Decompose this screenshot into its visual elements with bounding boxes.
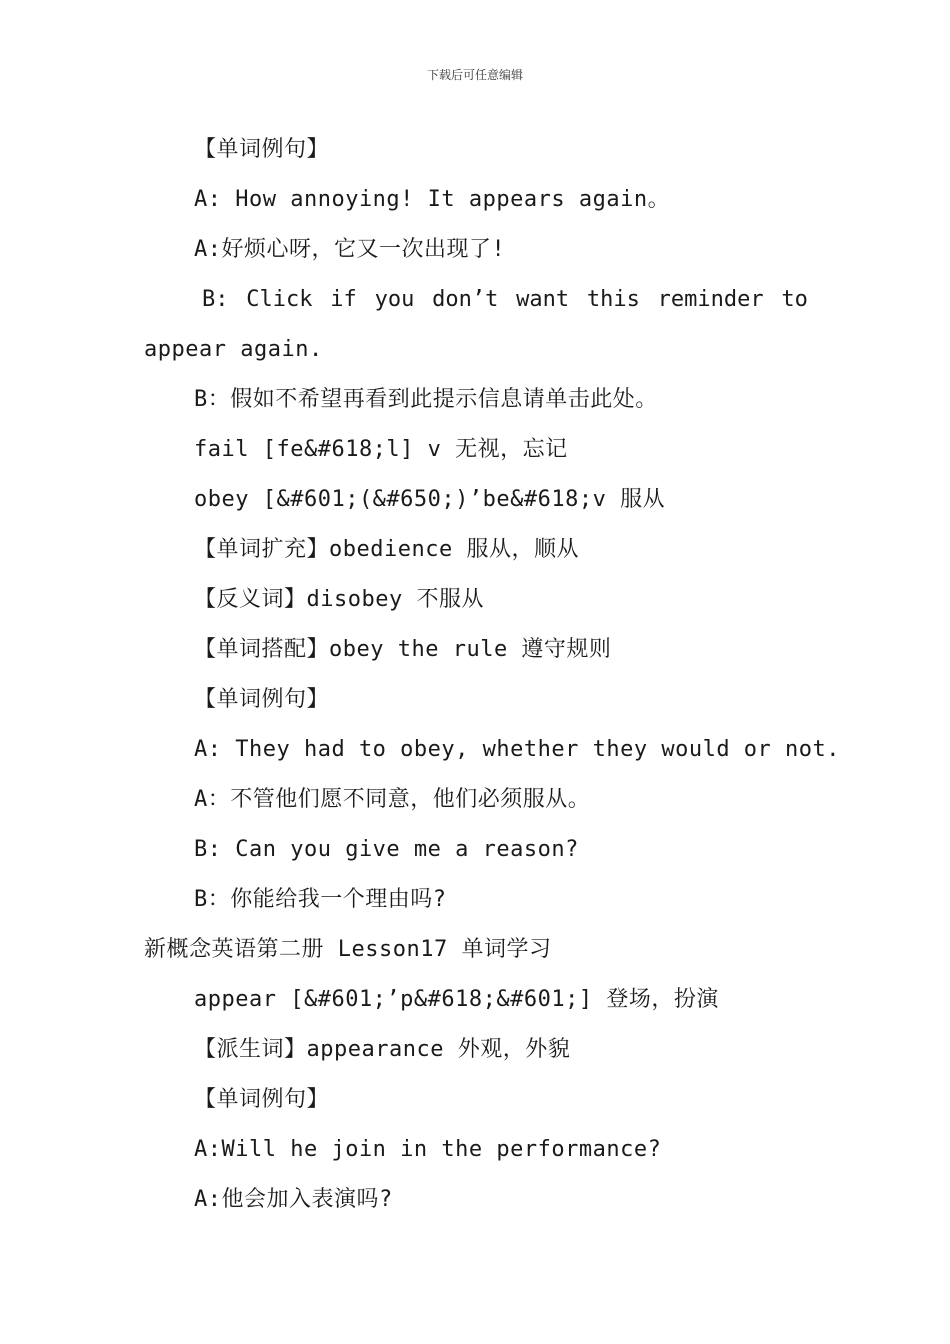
example-sentence-en-continued: appear again. xyxy=(144,337,323,362)
example-sentence-en: A: How annoying! It appears again。 xyxy=(194,187,671,212)
example-sentence-zh: A:他会加入表演吗? xyxy=(194,1187,393,1212)
word: Click xyxy=(246,287,313,312)
vocab-collocation: 【单词搭配】obey the rule 遵守规则 xyxy=(194,637,612,662)
word: B: xyxy=(202,287,229,312)
example-sentence-en: A:Will he join in the performance? xyxy=(194,1137,662,1162)
example-sentence-zh: A：不管他们愿不同意，他们必须服从。 xyxy=(194,787,591,812)
example-sentence-en: B: Can you give me a reason? xyxy=(194,837,579,862)
word: this xyxy=(586,287,640,312)
example-sentence-en: A: They had to obey, whether they would or not. xyxy=(194,737,841,762)
example-sentence-zh: A:好烦心呀，它又一次出现了! xyxy=(194,237,506,262)
vocab-entry: obey [&#601;(&#650;)’be&#618;v 服从 xyxy=(194,487,666,512)
word: to xyxy=(781,287,808,312)
word: if xyxy=(330,287,357,312)
word: you xyxy=(374,287,415,312)
example-sentence-zh: B：你能给我一个理由吗? xyxy=(194,887,447,912)
section-label-example: 【单词例句】 xyxy=(194,137,330,162)
vocab-entry: fail [fe&#618;l] v 无视，忘记 xyxy=(194,437,568,462)
example-sentence-en-justified xyxy=(202,286,808,314)
page-header: 下载后可任意编辑 xyxy=(426,68,523,82)
section-heading: 新概念英语第二册 Lesson17 单词学习 xyxy=(144,937,552,962)
example-sentence-zh: B：假如不希望再看到此提示信息请单击此处。 xyxy=(194,387,658,412)
vocab-entry: appear [&#601;’p&#618;&#601;] 登场，扮演 xyxy=(194,987,719,1012)
word: don’t xyxy=(432,287,499,312)
word: want xyxy=(516,287,570,312)
vocab-antonym: 【反义词】disobey 不服从 xyxy=(194,587,484,612)
section-label-example: 【单词例句】 xyxy=(194,1087,330,1112)
vocab-extension: 【单词扩充】obedience 服从，顺从 xyxy=(194,537,579,562)
word: reminder xyxy=(657,287,764,312)
vocab-derivative: 【派生词】appearance 外观，外貌 xyxy=(194,1037,571,1062)
section-label-example: 【单词例句】 xyxy=(194,687,330,712)
